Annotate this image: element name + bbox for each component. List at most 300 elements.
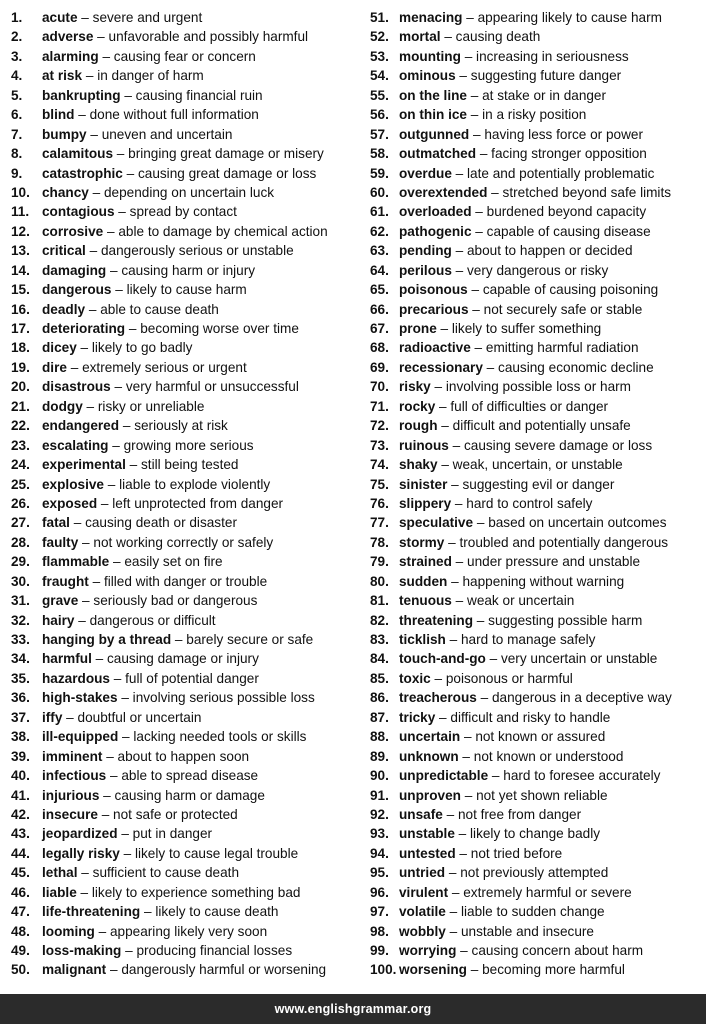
item-word: fatal bbox=[42, 515, 70, 531]
item-number: 13. bbox=[11, 243, 30, 259]
item-definition: likely to experience something bad bbox=[91, 884, 301, 900]
item-word: fraught bbox=[42, 573, 89, 589]
item-separator: – bbox=[88, 184, 104, 200]
item-separator: – bbox=[106, 962, 122, 978]
item-number: 81. bbox=[370, 593, 389, 609]
item-number: 9. bbox=[11, 165, 23, 181]
item-word: untried bbox=[399, 865, 446, 881]
item-separator: – bbox=[78, 534, 94, 550]
item-separator: – bbox=[74, 107, 90, 123]
item-separator: – bbox=[69, 515, 86, 531]
item-number: 86. bbox=[370, 690, 389, 706]
item-number: 14. bbox=[11, 262, 30, 278]
item-number: 31. bbox=[11, 593, 30, 609]
list-item bbox=[370, 630, 706, 649]
list-item bbox=[370, 183, 706, 202]
item-definition: becoming more harmful bbox=[482, 962, 625, 978]
item-number: 20. bbox=[11, 379, 30, 395]
list-item bbox=[370, 824, 706, 843]
item-separator: – bbox=[74, 612, 90, 628]
item-number: 26. bbox=[11, 495, 30, 511]
item-separator: – bbox=[447, 476, 463, 492]
item-number: 6. bbox=[11, 107, 23, 123]
item-word: pathogenic bbox=[399, 223, 472, 239]
item-definition: barely secure or safe bbox=[186, 632, 314, 647]
list-item bbox=[11, 902, 370, 921]
item-separator: – bbox=[113, 146, 129, 162]
list-item bbox=[11, 358, 370, 377]
item-definition: left unprotected from danger bbox=[112, 495, 284, 511]
item-separator: – bbox=[462, 10, 478, 25]
item-word: chancy bbox=[42, 184, 89, 200]
item-word: bankrupting bbox=[42, 87, 121, 103]
item-definition: able to damage by chemical action bbox=[118, 223, 328, 239]
footer-site-link[interactable]: www.englishgrammar.org bbox=[274, 1002, 432, 1016]
item-separator: – bbox=[110, 379, 126, 395]
list-item bbox=[11, 164, 370, 183]
list-item bbox=[11, 533, 370, 552]
item-number: 46. bbox=[11, 884, 30, 900]
item-separator: – bbox=[476, 690, 492, 706]
item-number: 94. bbox=[370, 845, 389, 861]
item-word: critical bbox=[42, 243, 86, 259]
item-separator: – bbox=[469, 126, 485, 142]
list-item bbox=[11, 766, 370, 785]
item-number: 22. bbox=[11, 418, 30, 434]
item-definition: hard to control safely bbox=[466, 495, 593, 511]
item-separator: – bbox=[466, 107, 483, 123]
list-item bbox=[370, 47, 706, 66]
item-word: injurious bbox=[42, 787, 100, 803]
item-number: 78. bbox=[370, 534, 389, 550]
item-definition: very dangerous or risky bbox=[467, 262, 609, 278]
item-word: life-threatening bbox=[42, 904, 141, 920]
item-separator: – bbox=[430, 670, 446, 686]
item-separator: – bbox=[445, 923, 461, 939]
list-item bbox=[370, 144, 706, 163]
item-separator: – bbox=[451, 165, 468, 181]
item-number: 87. bbox=[370, 709, 389, 725]
list-item bbox=[11, 222, 370, 241]
item-separator: – bbox=[85, 243, 101, 259]
item-definition: unfavorable and possibly harmful bbox=[108, 29, 309, 45]
item-word: exposed bbox=[42, 495, 98, 511]
item-separator: – bbox=[458, 748, 474, 764]
item-word: overdue bbox=[399, 165, 452, 181]
item-number: 67. bbox=[370, 321, 389, 336]
footer-bar bbox=[0, 994, 706, 1024]
list-item bbox=[11, 455, 370, 474]
item-number: 91. bbox=[370, 787, 389, 803]
item-separator: – bbox=[444, 534, 460, 550]
item-definition: lacking needed tools or skills bbox=[133, 729, 307, 745]
item-word: overextended bbox=[399, 184, 488, 200]
item-separator: – bbox=[111, 282, 127, 298]
item-number: 68. bbox=[370, 340, 389, 356]
item-number: 73. bbox=[370, 437, 389, 453]
list-item bbox=[11, 436, 370, 455]
item-word: faulty bbox=[42, 534, 79, 550]
list-item bbox=[370, 844, 706, 863]
item-definition: causing concern about harm bbox=[471, 943, 644, 958]
item-number: 27. bbox=[11, 515, 30, 531]
item-word: flammable bbox=[42, 554, 110, 570]
list-item bbox=[11, 630, 370, 649]
item-number: 99. bbox=[370, 943, 389, 958]
item-definition: at stake or in danger bbox=[482, 87, 607, 103]
item-word: tricky bbox=[399, 709, 436, 725]
item-separator: – bbox=[125, 321, 141, 336]
item-definition: about to happen soon bbox=[117, 748, 250, 764]
item-word: alarming bbox=[42, 48, 99, 64]
word-list bbox=[0, 8, 706, 980]
list-item bbox=[11, 805, 370, 824]
item-number: 43. bbox=[11, 826, 30, 842]
item-definition: not previously attempted bbox=[460, 865, 609, 881]
item-definition: likely to cause harm bbox=[126, 282, 247, 298]
item-number: 3. bbox=[11, 48, 23, 64]
item-separator: – bbox=[91, 651, 107, 667]
list-item bbox=[370, 416, 706, 435]
item-word: unknown bbox=[399, 748, 459, 764]
item-separator: – bbox=[119, 418, 135, 434]
list-item bbox=[11, 688, 370, 707]
item-separator: – bbox=[103, 223, 119, 239]
item-number: 35. bbox=[11, 670, 30, 686]
item-separator: – bbox=[118, 729, 134, 745]
list-item bbox=[370, 552, 706, 571]
list-item bbox=[11, 377, 370, 396]
item-separator: – bbox=[473, 515, 489, 531]
item-word: dangerous bbox=[42, 282, 112, 298]
item-definition: appearing likely very soon bbox=[109, 923, 268, 939]
list-item bbox=[370, 922, 706, 941]
item-number: 8. bbox=[11, 146, 23, 162]
list-item bbox=[370, 164, 706, 183]
list-item bbox=[11, 552, 370, 571]
item-separator: – bbox=[119, 845, 135, 861]
item-separator: – bbox=[435, 709, 451, 725]
item-definition: bringing great damage or misery bbox=[128, 146, 324, 162]
item-number: 11. bbox=[11, 204, 30, 220]
item-definition: still being tested bbox=[141, 457, 239, 473]
item-word: looming bbox=[42, 923, 95, 939]
item-word: imminent bbox=[42, 748, 103, 764]
item-number: 12. bbox=[11, 223, 30, 239]
item-definition: not securely safe or stable bbox=[483, 301, 643, 317]
item-number: 80. bbox=[370, 573, 389, 589]
item-number: 7. bbox=[11, 126, 23, 142]
item-number: 61. bbox=[370, 204, 389, 220]
list-item bbox=[11, 883, 370, 902]
item-definition: unstable and insecure bbox=[460, 923, 594, 939]
item-number: 33. bbox=[11, 632, 30, 647]
item-separator: – bbox=[121, 943, 137, 958]
list-item bbox=[370, 786, 706, 805]
item-separator: – bbox=[117, 826, 133, 842]
item-separator: – bbox=[451, 495, 467, 511]
item-separator: – bbox=[455, 845, 471, 861]
list-item bbox=[370, 66, 706, 85]
item-definition: done without full information bbox=[89, 107, 259, 123]
item-word: prone bbox=[399, 321, 437, 336]
item-word: shaky bbox=[399, 457, 438, 473]
item-definition: not yet shown reliable bbox=[476, 787, 608, 803]
item-definition: likely to cause legal trouble bbox=[134, 845, 299, 861]
item-definition: not tried before bbox=[470, 845, 563, 861]
item-separator: – bbox=[125, 457, 141, 473]
item-number: 97. bbox=[370, 904, 389, 920]
item-word: ruinous bbox=[399, 437, 449, 453]
item-definition: facing stronger opposition bbox=[491, 146, 647, 162]
list-item bbox=[370, 494, 706, 513]
item-word: hazardous bbox=[42, 670, 110, 686]
item-definition: under pressure and unstable bbox=[467, 554, 641, 570]
item-definition: hard to foresee accurately bbox=[503, 768, 661, 784]
item-definition: extremely harmful or severe bbox=[463, 884, 632, 900]
item-definition: not known or assured bbox=[475, 729, 606, 745]
list-item bbox=[11, 47, 370, 66]
list-item bbox=[11, 8, 370, 27]
list-item bbox=[370, 747, 706, 766]
list-item bbox=[11, 863, 370, 882]
item-word: sinister bbox=[399, 476, 448, 492]
item-number: 40. bbox=[11, 768, 30, 784]
list-item bbox=[370, 883, 706, 902]
item-definition: likely to change badly bbox=[470, 826, 601, 842]
item-word: bumpy bbox=[42, 126, 87, 142]
item-separator: – bbox=[82, 398, 98, 414]
item-number: 70. bbox=[370, 379, 389, 395]
item-separator: – bbox=[86, 126, 102, 142]
item-word: ill-equipped bbox=[42, 729, 119, 745]
list-item bbox=[11, 125, 370, 144]
item-definition: in danger of harm bbox=[97, 68, 204, 84]
list-item bbox=[370, 649, 706, 668]
item-separator: – bbox=[471, 204, 487, 220]
item-definition: poisonous or harmful bbox=[445, 670, 573, 686]
item-definition: having less force or power bbox=[484, 126, 644, 142]
item-number: 95. bbox=[370, 865, 389, 881]
list-item bbox=[370, 377, 706, 396]
item-number: 52. bbox=[370, 29, 389, 45]
item-definition: becoming worse over time bbox=[140, 321, 299, 336]
item-definition: causing harm or damage bbox=[114, 787, 265, 803]
item-word: high-stakes bbox=[42, 690, 118, 706]
item-definition: filled with danger or trouble bbox=[103, 573, 268, 589]
item-number: 37. bbox=[11, 709, 30, 725]
list-item bbox=[370, 475, 706, 494]
item-word: strained bbox=[399, 554, 452, 570]
item-definition: extremely serious or urgent bbox=[82, 359, 247, 375]
item-word: damaging bbox=[42, 262, 107, 278]
item-number: 50. bbox=[11, 962, 30, 978]
item-number: 42. bbox=[11, 806, 30, 822]
list-item bbox=[370, 8, 706, 27]
item-definition: seriously at risk bbox=[134, 418, 228, 434]
item-number: 49. bbox=[11, 943, 30, 958]
item-definition: appearing likely to cause harm bbox=[477, 10, 662, 25]
item-definition: not known or understood bbox=[473, 748, 624, 764]
item-word: infectious bbox=[42, 768, 107, 784]
item-number: 28. bbox=[11, 534, 30, 550]
list-item bbox=[370, 86, 706, 105]
item-word: malignant bbox=[42, 962, 107, 978]
item-separator: – bbox=[140, 904, 156, 920]
item-number: 76. bbox=[370, 495, 389, 511]
item-number: 15. bbox=[11, 282, 30, 298]
item-separator: – bbox=[447, 573, 463, 589]
item-separator: – bbox=[109, 670, 126, 686]
item-word: menacing bbox=[399, 10, 463, 25]
list-item bbox=[11, 202, 370, 221]
item-word: poisonous bbox=[399, 282, 468, 298]
list-item bbox=[11, 300, 370, 319]
item-number: 96. bbox=[370, 884, 389, 900]
list-item bbox=[11, 922, 370, 941]
item-word: recessionary bbox=[399, 359, 483, 375]
item-separator: – bbox=[445, 632, 461, 647]
list-item bbox=[11, 261, 370, 280]
item-definition: late and potentially problematic bbox=[467, 165, 655, 181]
item-definition: difficult and potentially unsafe bbox=[452, 418, 631, 434]
list-item bbox=[11, 786, 370, 805]
list-item bbox=[11, 727, 370, 746]
item-number: 72. bbox=[370, 418, 389, 434]
item-number: 57. bbox=[370, 126, 389, 142]
item-number: 1. bbox=[11, 10, 23, 25]
item-number: 32. bbox=[11, 612, 30, 628]
item-number: 19. bbox=[11, 359, 30, 375]
item-word: harmful bbox=[42, 651, 92, 667]
item-separator: – bbox=[482, 359, 499, 375]
item-separator: – bbox=[78, 593, 94, 609]
list-item bbox=[11, 494, 370, 513]
item-definition: causing damage or injury bbox=[106, 651, 259, 667]
item-number: 63. bbox=[370, 243, 389, 259]
item-word: threatening bbox=[399, 612, 474, 628]
item-definition: very harmful or unsuccessful bbox=[125, 379, 299, 395]
list-item bbox=[370, 397, 706, 416]
item-definition: causing death or disaster bbox=[85, 515, 237, 531]
item-number: 66. bbox=[370, 301, 389, 317]
item-separator: – bbox=[456, 943, 472, 958]
item-definition: full of potential danger bbox=[125, 670, 259, 686]
item-separator: – bbox=[466, 87, 483, 103]
item-number: 75. bbox=[370, 476, 389, 492]
item-definition: full of difficulties or danger bbox=[450, 398, 609, 414]
item-definition: not free from danger bbox=[457, 806, 582, 822]
item-word: slippery bbox=[399, 495, 452, 511]
item-word: at risk bbox=[42, 68, 83, 84]
item-word: deteriorating bbox=[42, 321, 126, 336]
item-separator: – bbox=[471, 223, 487, 239]
item-word: catastrophic bbox=[42, 165, 123, 181]
item-word: deadly bbox=[42, 301, 86, 317]
item-word: adverse bbox=[42, 29, 94, 45]
item-separator: – bbox=[97, 495, 113, 511]
item-separator: – bbox=[470, 340, 486, 356]
item-definition: emitting harmful radiation bbox=[485, 340, 639, 356]
item-definition: weak, uncertain, or unstable bbox=[452, 457, 623, 473]
list-item bbox=[370, 202, 706, 221]
item-definition: causing death bbox=[455, 29, 541, 45]
item-definition: suggesting possible harm bbox=[488, 612, 643, 628]
item-number: 55. bbox=[370, 87, 389, 103]
item-number: 89. bbox=[370, 748, 389, 764]
item-word: lethal bbox=[42, 865, 78, 881]
item-separator: – bbox=[102, 748, 118, 764]
list-item bbox=[370, 358, 706, 377]
item-word: explosive bbox=[42, 476, 104, 492]
list-item bbox=[370, 261, 706, 280]
item-separator: – bbox=[485, 651, 501, 667]
item-separator: – bbox=[468, 301, 484, 317]
right-column bbox=[370, 8, 706, 980]
item-separator: – bbox=[66, 359, 83, 375]
item-separator: – bbox=[108, 437, 124, 453]
item-number: 34. bbox=[11, 651, 30, 667]
item-word: unpredictable bbox=[399, 768, 489, 784]
item-separator: – bbox=[94, 923, 110, 939]
list-item bbox=[11, 475, 370, 494]
item-word: mounting bbox=[399, 48, 461, 64]
item-number: 51. bbox=[370, 10, 389, 25]
item-separator: – bbox=[445, 904, 461, 920]
item-word: treacherous bbox=[399, 690, 477, 706]
item-word: radioactive bbox=[399, 340, 471, 356]
item-number: 48. bbox=[11, 923, 30, 939]
list-item bbox=[370, 338, 706, 357]
item-word: hairy bbox=[42, 612, 75, 628]
item-definition: doubtful or uncertain bbox=[77, 709, 202, 725]
item-number: 98. bbox=[370, 923, 389, 939]
item-number: 85. bbox=[370, 670, 389, 686]
item-word: volatile bbox=[399, 904, 446, 920]
item-number: 88. bbox=[370, 729, 389, 745]
item-definition: very uncertain or unstable bbox=[500, 651, 658, 667]
item-word: escalating bbox=[42, 437, 109, 453]
item-separator: – bbox=[171, 632, 187, 647]
item-word: iffy bbox=[42, 709, 63, 725]
item-word: sudden bbox=[399, 573, 448, 589]
item-word: ticklish bbox=[399, 632, 446, 647]
item-number: 62. bbox=[370, 223, 389, 239]
list-item bbox=[11, 416, 370, 435]
item-word: uncertain bbox=[399, 729, 461, 745]
item-word: loss-making bbox=[42, 943, 122, 958]
item-definition: troubled and potentially dangerous bbox=[459, 534, 669, 550]
item-number: 83. bbox=[370, 632, 389, 647]
list-item bbox=[370, 688, 706, 707]
item-separator: – bbox=[77, 865, 93, 881]
item-separator: – bbox=[103, 476, 120, 492]
item-definition: burdened beyond capacity bbox=[486, 204, 647, 220]
item-separator: – bbox=[451, 554, 468, 570]
list-item bbox=[11, 241, 370, 260]
item-word: on the line bbox=[399, 87, 467, 103]
list-item bbox=[11, 669, 370, 688]
item-definition: causing financial ruin bbox=[135, 87, 263, 103]
list-item bbox=[370, 513, 706, 532]
item-number: 16. bbox=[11, 301, 30, 317]
item-word: stormy bbox=[399, 534, 445, 550]
item-separator: – bbox=[122, 165, 138, 181]
item-word: precarious bbox=[399, 301, 469, 317]
item-separator: – bbox=[466, 962, 483, 978]
item-definition: dangerously harmful or worsening bbox=[121, 962, 327, 978]
item-word: outmatched bbox=[399, 146, 477, 162]
